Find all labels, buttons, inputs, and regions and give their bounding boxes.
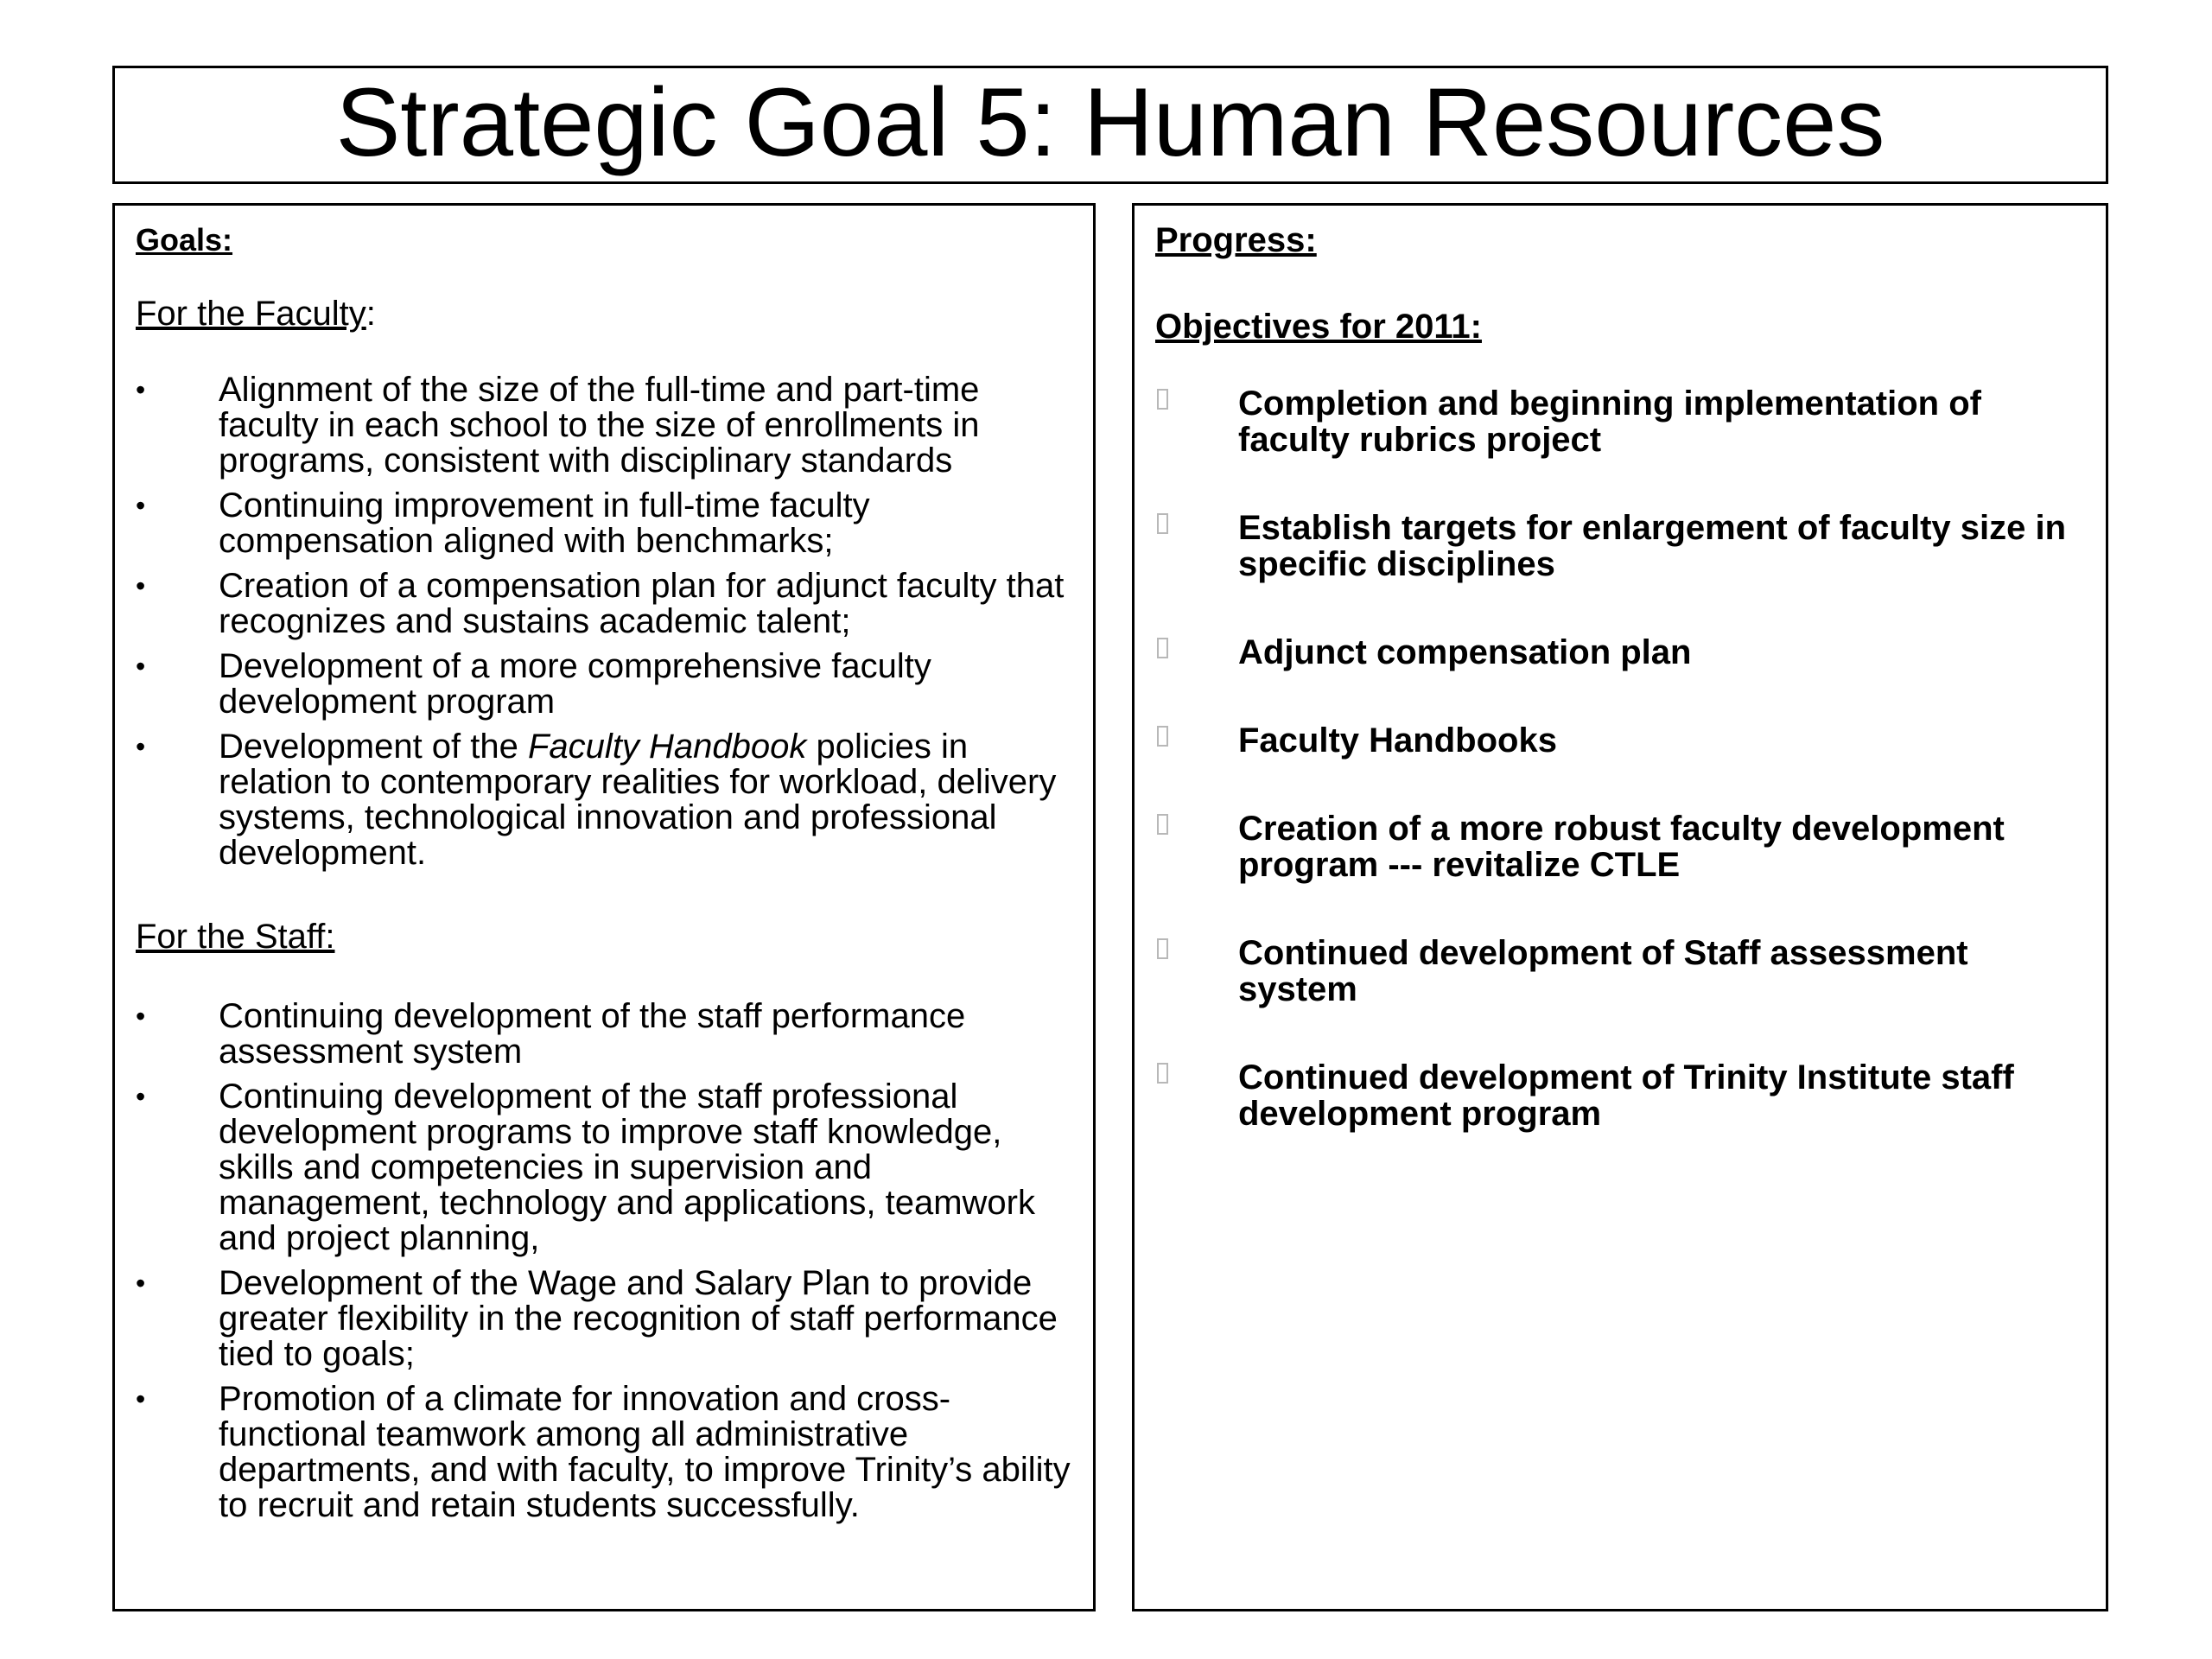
objective-text: Completion and beginning implementation of faculty rubrics project [1238,385,1981,459]
list-item [1155,385,2085,458]
faculty-heading-line [136,293,1072,334]
title-box [112,66,2108,184]
staff-goal-text: Promotion of a climate for innovation and cross-functional teamwork among all administrative departments, and with faculty, to improve Trinity’s ability to recruit and retain students successfully. [219,1380,1071,1525]
faculty-heading-colon: : [365,295,376,334]
list-item [1155,722,2085,759]
box-icon [1157,1063,1168,1084]
goals-heading: Goals: [136,222,233,257]
faculty-goal-text-start: Development of the [219,728,528,766]
progress-heading: Progress: [1155,221,1317,259]
bullet-icon: • [136,1383,146,1415]
list-item [136,729,1072,871]
list-item [1155,1059,2085,1132]
faculty-goals-list [136,372,1072,871]
objective-text: Continued development of Trinity Institute staff development program [1238,1058,2014,1133]
goals-panel [112,203,1096,1611]
progress-panel [1132,203,2108,1611]
list-item [136,1266,1072,1372]
bullet-icon: • [136,1268,146,1300]
bullet-icon: • [136,1001,146,1033]
staff-heading: For the Staff: [136,918,335,957]
page-title: Strategic Goal 5: Human Resources [335,67,1885,176]
box-icon [1157,513,1168,534]
bullet-icon: • [136,374,146,406]
faculty-heading: For the Faculty [136,295,366,334]
list-item [136,569,1072,639]
box-icon [1157,389,1168,410]
list-item [136,649,1072,720]
list-item [136,1079,1072,1256]
bullet-icon: • [136,651,146,683]
objective-text: Establish targets for enlargement of faculty size in specific disciplines [1238,509,2067,583]
list-item [1155,510,2085,582]
box-icon [1157,638,1168,658]
list-item [1155,935,2085,1007]
box-icon [1157,814,1168,835]
objective-text: Faculty Handbooks [1238,721,1557,760]
list-item [136,488,1072,559]
objective-text: Creation of a more robust faculty development program --- revitalize CTLE [1238,810,2005,884]
list-item [136,999,1072,1070]
bullet-icon: • [136,731,146,763]
staff-goals-list [136,999,1072,1523]
faculty-goal-text-end: policies in relation to contemporary realities for workload, delivery systems, technological innovation and professional development. [219,728,1057,873]
list-item [1155,634,2085,671]
bullet-icon: • [136,490,146,522]
faculty-goal-text: Creation of a compensation plan for adjunct faculty that recognizes and sustains academic talent; [219,567,1065,641]
faculty-handbook-title: Faculty Handbook [528,728,807,766]
staff-heading-line [136,916,1072,957]
faculty-goal-text: Alignment of the size of the full-time and part-time faculty in each school to the size of enrollments in programs, consistent with disciplinary standards [219,371,980,480]
box-icon [1157,938,1168,959]
list-item [1155,810,2085,883]
bullet-icon: • [136,570,146,602]
list-item [136,372,1072,479]
staff-goal-text: Development of the Wage and Salary Plan to provide greater flexibility in the recognition of staff performance tied to goals; [219,1264,1058,1374]
staff-goal-text: Continuing development of the staff professional development programs to improve staff knowledge, skills and competencies in supervision and management, technology and applications, teamwork and project planning, [219,1077,1035,1258]
bullet-icon: • [136,1081,146,1113]
box-icon [1157,726,1168,747]
staff-goal-text: Continuing development of the staff performance assessment system [219,997,966,1071]
list-item [136,1382,1072,1523]
objectives-list [1155,385,2085,1132]
objectives-heading: Objectives for 2011: [1155,308,1482,346]
objective-text: Continued development of Staff assessment system [1238,934,1968,1008]
faculty-goal-text: Continuing improvement in full-time faculty compensation aligned with benchmarks; [219,486,870,561]
objective-text: Adjunct compensation plan [1238,633,1692,671]
faculty-goal-text: Development of a more comprehensive faculty development program [219,647,931,721]
